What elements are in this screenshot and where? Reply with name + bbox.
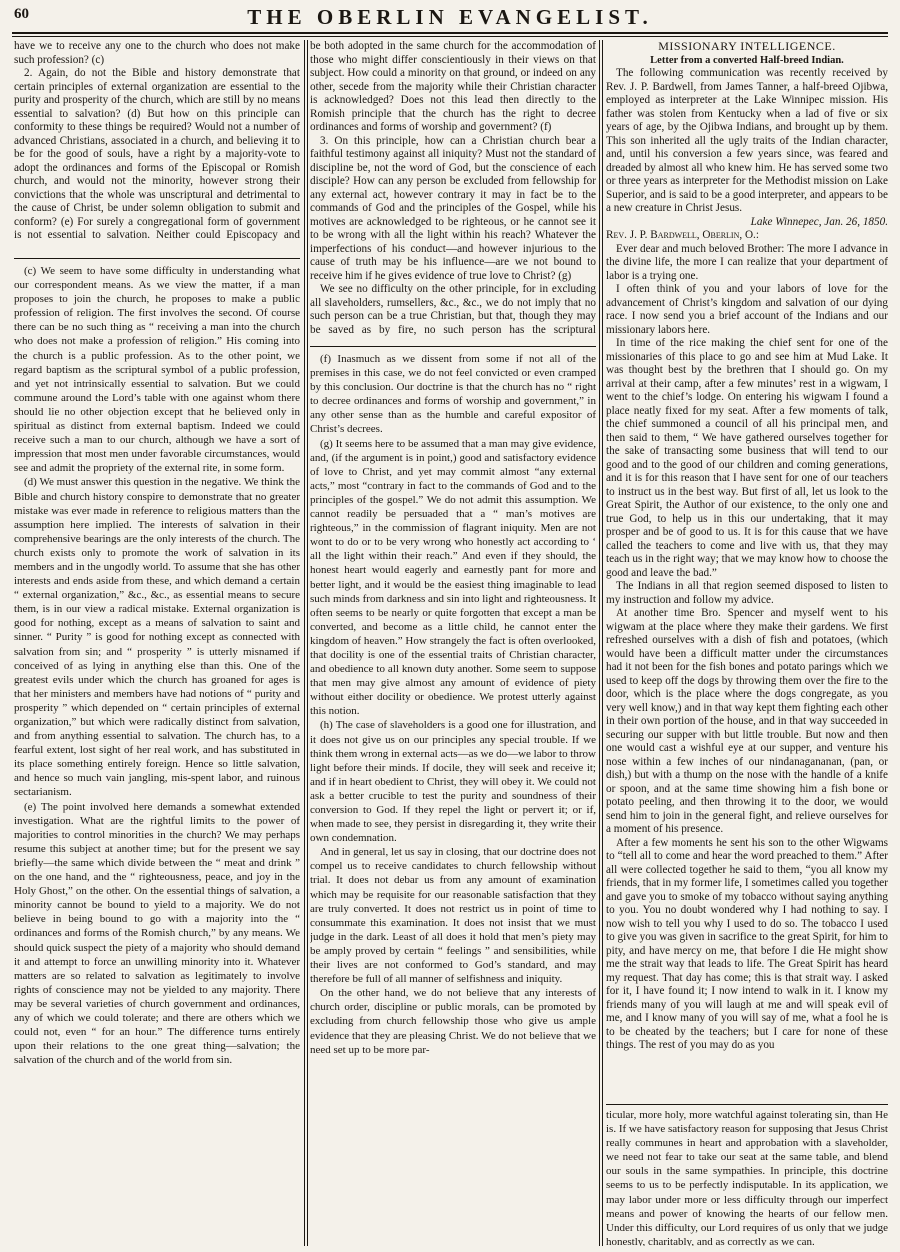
section-rule [606, 1104, 888, 1105]
paragraph: In time of the rice making the chief sent for one of the missionaries of this place to go and see him at Mud Lake. It was thought best by the brethren that I should go. On my arrival at their camp, after a few minutes’ rest in a wigwam, I went to the chief’s lodge. On entering his wigwam I found a place neatly fixed for my seat. After a few moments of talk, the chief summoned a council of all his principal men, and then said to them, “ We have gathered ourselves together for the sake of transacting some business that will tend to our good and to the good of our children and coming generations, and it is for this reason that I have sent for one of our teachers to instruct us in the best way. But first of all, let us look to the Great Spirit, the Author of our existence, to the only one and true God, to help us in this our undertaking, that it may prosper and be of good to us. It is for this cause that we have called the teachers to come and live with us, that they may teach us in the right way; that we may know how to choose the good and leave the bad.” [606, 337, 888, 579]
paragraph: Ever dear and much beloved Brother: The more I advance in the divine life, the more I can realize that your department of labor is a trying one. [606, 242, 888, 282]
note-h: (h) The case of slaveholders is a good one for illustration, and it does not give us on our principles any special trouble. If we think them wrong in external acts—as we do—we labor to throw light before their minds. If docile, they will seek and receive it; and if in heart obedient to Christ, they will obey it. We could not ask a better crucible to test the purity and soundness of their conversion to God. If they repel the light or pervert it; or if, when made to see, they persist in disregarding it, they write their own condemnation. [310, 719, 596, 845]
column-divider-left-inner [307, 40, 308, 1246]
letter-column-1 [14, 40, 300, 244]
paragraph: At another time Bro. Spencer and myself went to his wigwam at the place where they make their gardens. We first refreshed ourselves with a dish of fish and potatoes, (which would have been a difficult matter under the circumstances had it not been for the fish bones and potato parings which we used to keep off the dogs by throwing them over the fire to the door, which is the place where the dogs congregate, as you very well know,) and in that way kept them fighting each other in their own portion of the house, and in that way succeeded in securing our supper with but little trouble. But now and then one would cast a wishful eye at our supper, and venture his nose within a few inches of our nindanagananan, (pan, or dish,) but with a thump on the nose with the handle of a knife or spoon, and at the same time showing him a fish bone or potato peeling, and then throwing it to the door, we would send him to join in the general fight, and relieve ourselves for a moment of his presence. [606, 607, 888, 835]
column-divider-right-inner [602, 40, 603, 1246]
paragraph: The Indians in all that region seemed disposed to listen to my instruction and follow my advice. [606, 580, 888, 606]
editorial-notes-column-2 [310, 352, 596, 1246]
page-number: 60 [14, 6, 29, 22]
section-rule [14, 258, 300, 259]
article-heading: Letter from a converted Half-breed Indian. [650, 54, 844, 66]
dateline: Lake Winnepec, Jan. 26, 1850. [750, 215, 888, 228]
paragraph: ticular, more holy, more watchful against tolerating sin, than He is. If we have satisfactory reason for supposing that Jesus Christ really communes in heart and approbation with a slaveholder, we need not fear to take our seat at the same table, and blend our souls in the same sympathies. In principle, this doctrine seems to us to be perfectly indisputable. In its application, we may labor under more or less difficulty through our imperfect means and power of knowing the hearts of our fellow men. Under this difficulty, our Lord requires of us only that we judge honestly, charitably, and as correctly as we can. [606, 1109, 888, 1246]
header-rule [12, 32, 888, 34]
intro-paragraph: The following communication was recently received by Rev. J. P. Bardwell, from James Tanner, a half-breed Ojibwa, employed as interpreter at the Lake Winnipec mission. His father was stolen from Kentucky when a lad of five or six years of age, by the Ojibwa Indians, and brought up by them. This son inherited all the ugly traits of the Indian character, and, until his conversion a few years since, was feared and dreaded by almost all who knew him. He has served some two or three years as interpreter for the Methodist mission on Lake Superior, and is said to be a good interpreter, and appears to be a new creature in Christ Jesus. [606, 67, 888, 214]
section-rule [310, 346, 596, 347]
column-divider-left [304, 40, 305, 1246]
missionary-column [606, 40, 888, 1100]
column-divider-right [599, 40, 600, 1246]
note-c: (c) We seem to have some difficulty in understanding what our correspondent means. As we view the matter, if a man proposes to join the church, he proposes to make a public profession of religion. The first involves the second. Of course there can be no such thing as “ receiving a man into the church who does not make a profession of religion.” His coming into the church is a public profession. As to the other point, we regard baptism as the scriptural symbol of a public profession, and yet not intrinsically essential to salvation. But we could commune around the Lord’s table with one against whom there should lie no other objection except that he believed only in spiritual as distinct from external baptism. Indeed we could receive such a man to our church, although we have a sort of impression that most men under favorable circumstances, would see and admit the propriety of the external rite, in some form. [14, 265, 300, 475]
paragraph: 3. On this principle, how can a Christian church bear a faithful testimony against all iniquity? Must not the standard of discipline be, not the word of God, but the conscience of each disciple? How can any person be excluded from fellowship for any external act, however contrary it may in fact be to the commands of God and the principles of the Gospel, while his motives are acknowledged to be righteous, or he cannot see it to be wrong with all the light within his reach? Whatever the imperfections of his conduct—and however injurious to the cause of truth may be his influence—are we not bound to receive him if he gives evidence of true love to Christ? (g) [310, 134, 596, 282]
letter-column-2 [310, 40, 596, 336]
masthead-title: THE OBERLIN EVANGELIST. [247, 5, 653, 29]
notes-continuation [606, 1108, 888, 1246]
paragraph: After a few moments he sent his son to the other Wigwams to “tell all to come and hear the word preached to them.” After all were collected together he said to them, “you all know my friends, that in my former life, I sometimes called you together and gave you to smoke of my tobacco without saying anything to you. You no doubt wondered why I had nothing to say. I now wish to tell you why I used to do so. The tobacco I used to give you was given in sacrifice to the great Spirit, for him to pity, and have mercy on me, that before I die He might show me the strait way that leads to life. The Great Spirit has heard my request. That day has come; this is that strait way. I asked for it, I have found it; I now intend to walk in it. I know my friends many of you will laugh at me and will speak evil of me, and I know many of you will say of me, what a fool he is to be cheated by the teachers; but I care for none of these things. The rest of you may do as you [606, 836, 888, 1051]
editorial-notes-column-1 [14, 264, 300, 1246]
note-d: (d) We must answer this question in the negative. We think the Bible and church history conspire to demonstrate that no greater mistake was ever made in reference to religious matters than the assumption here implied. The interests of salvation in their comprehensive bearings are the only interests of the church. The church exists only to promote the work of salvation in its members and in the ungodly world. To assume that she has other interests and ends aside from these, and which demand a certain “ external organization,” &c., &c., as essential means to secure them, is in our view a radical mistake. External organization is good for nothing, except as a means of salvation to saint and sinner. “ Purity ” is good for nothing except as connected with salvation from sin; and “ prosperity ” is utterly misnamed if conceived of as lying in anything else than this. One of the greatest evils under which the church has groaned for ages is that her ministers and members have had notions of “ purity and prosperity ” which depended on “ certain principles of external organization,” but which were radically distinct from salvation, and from anything essential to salvation. The church has, to a fearful extent, lost sight of her real work, and has substituted in its place something entirely foreign. Hence so little salvation, and hence so much vain jangling, mis-spent labor, and ruinous sectarianism. [14, 476, 300, 799]
note-e: (e) The point involved here demands a somewhat extended investigation. What are the rightful limits to the power of majorities to control minorities in the church? We may perhaps resume this subject at another time; but for the present we say briefly—the same which divide between the “ meat and drink ” on the one hand, and the “ righteousness, peace, and joy in the Holy Ghost,” on the other. On the essential things of salvation, a minority cannot be bound to yield to a majority. We do not believe in being bound to go with a majority into the “ ordinances and forms of the Romish church,” by any means. We should quick suspect the piety of a majority who should demand it and attempt to force an unwilling minority into it. Whatever matters are so related to salvation as legitimately to involve rights of conscience may not be yielded to any majority. There may be several varieties of church government and ordinances, any of which we could tolerate; and there are others which we could not, even “ for an hour.” The difference turns entirely upon their relations to the one great thing—salvation; the salvation of the church and of the world from sin. [14, 800, 300, 1067]
header-rule-thin [12, 36, 888, 37]
paragraph: On the other hand, we do not believe that any interests of church order, discipline or public morals, can be promoted by excluding from church fellowship those who give us ample evidence that they are pleasing Christ. We do not believe that we need set up to be more par- [310, 987, 596, 1056]
note-f: (f) Inasmuch as we dissent from some if not all of the premises in this case, we do not feel convicted or even cramped by this conclusion. Our doctrine is that the church has no “ right to decree ordinances and forms of worship and government,” in any other sense than as the humble and careful expositor of Christ’s decrees. [310, 353, 596, 436]
paragraph: We see no difficulty on the other principle, for in excluding all slaveholders, rumsellers, &c., &c., we do not imply that no such person can be a true Christian, but that, though they may be saved as by fire, no such person has the scriptural [310, 283, 596, 336]
section-heading: MISSIONARY INTELLIGENCE. [658, 40, 836, 53]
paragraph: I often think of you and your labors of love for the advancement of Christ’s kingdom and salvation of our dying race. I now send you a brief account of the Indians and our missionary labors here. [606, 283, 888, 336]
addressee: Rev. J. P. Bardwell, Oberlin, O.: [606, 229, 759, 241]
paragraph: be both adopted in the same church for the accommodation of those who might differ conscientiously in their views on that subject. How could a minority on that ground, or indeed on any other, secede from the majority while their Christian character is acknowledged? Does not this lead then directly to the Romish principle that the church has the right to decree ordinances and forms of worship and government? (f) [310, 40, 596, 133]
paragraph: 2. Again, do not the Bible and history demonstrate that certain principles of external organization are essential to the purity and prosperity of the church, which are still by no means essential to salvation? (d) But how on this principle can conformity to these things be required? Would not a number of advanced Christians, associated in a church, and believing it to be for the good of souls, have a right by a majority-vote to adopt the ordinances and forms of the Episcopal or Romish church, and would not the minority, however strong their convictions that the whole was unscriptural and detrimental to the cause of Christ, be under solemn obligation to submit and conform? (e) For surely a congregational form of government is not essential to salvation. Neither could Episcopacy and [14, 67, 300, 241]
paragraph: And in general, let us say in closing, that our doctrine does not compel us to receive candidates to church fellowship without trial. It does not debar us from any amount of examination which may be requisite for our reasonable satisfaction that they are truly converted. It does not restrict us in point of time to consummate this examination. It does not insist that we must judge in the dark. Least of all does it hold that men’s piety may be amply proved by certain “ feelings ” and sensibilities, while their lives are not conformed to God’s standard, and may therefore be full of all manner of selfishness and iniquity. [310, 846, 596, 986]
paragraph: have we to receive any one to the church who does not make such profession? (c) [14, 40, 300, 66]
note-g: (g) It seems here to be assumed that a man may give evidence, and, (if the argument is in point,) good and satisfactory evidence of love to Christ, and yet may commit almost “any external acts,” most “contrary in fact to the commands of God and to the principles of the gospel.” We do not admit this assumption. We cannot readily be persuaded that a “ man’s motives are righteous,” in the commission of flagrant iniquity. Men are not wont to do or to be very wrong who honestly act according to ‘ all the light within their reach.” And even if they should, the honest heart would eagerly and earnestly pant for more and better light, and it would be the easiest thing imaginable to lead such minds from darkness and sin into light and righteousness. It often seems to be nearly or quite forgotten that except a man be converted, and become as a little child, he cannot enter the kingdom of heaven.” How strangely the fact is often overlooked, that docility is one of the essential traits of Christian character, and obedience to all known duty another. Some seem to suppose that men may give almost any amount of evidence of piety without either docility or obedience. We protest utterly against this notion. [310, 437, 596, 718]
